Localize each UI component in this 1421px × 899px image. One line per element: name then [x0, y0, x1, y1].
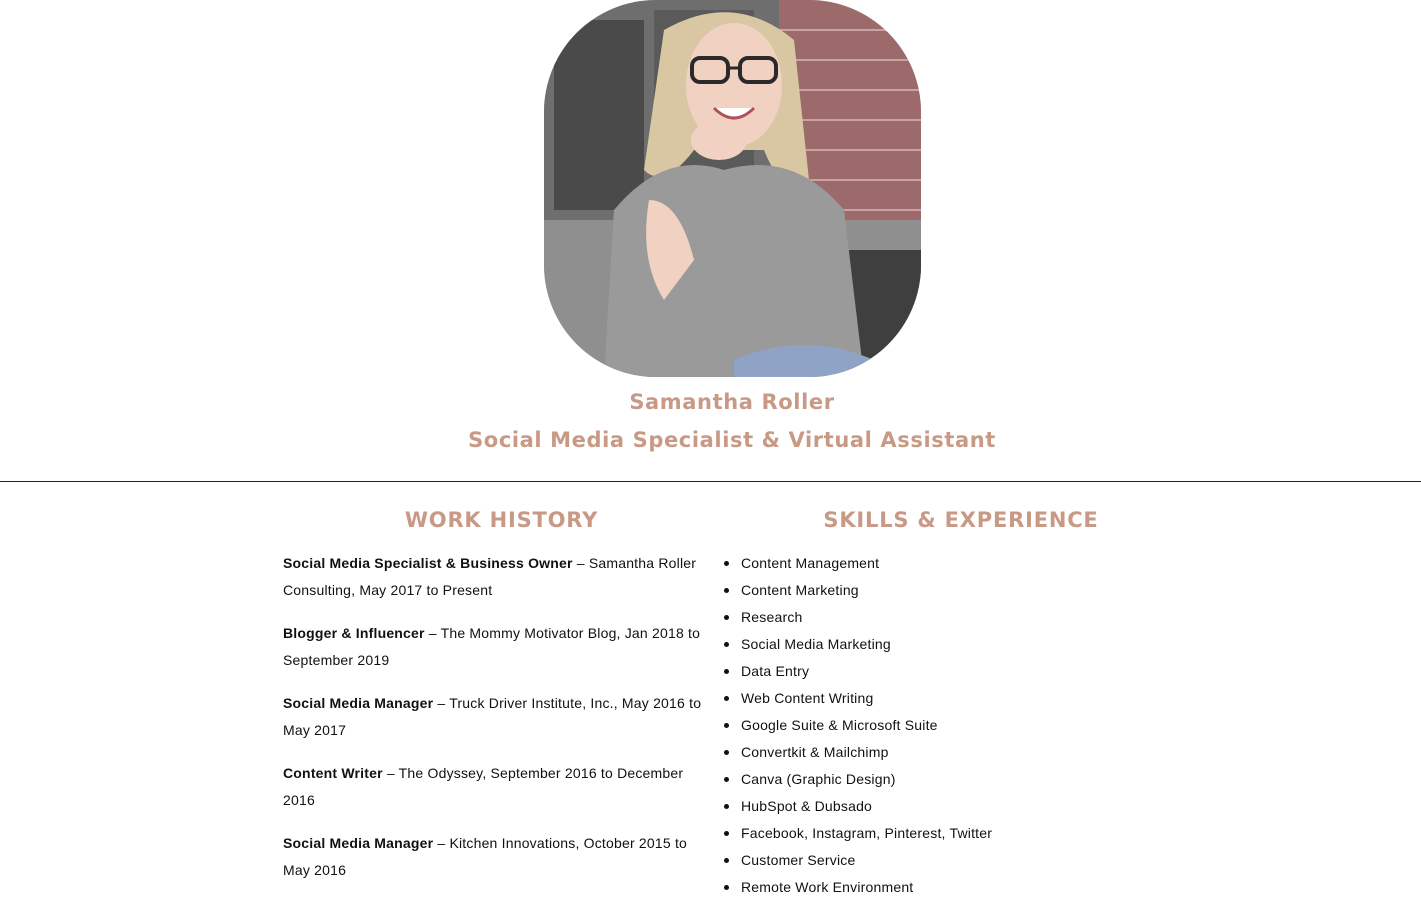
skill-item: Facebook, Instagram, Pinterest, Twitter	[741, 820, 1181, 847]
skill-item: Web Content Writing	[741, 685, 1181, 712]
skill-item: Canva (Graphic Design)	[741, 766, 1181, 793]
work-history-item	[283, 690, 715, 744]
work-history-item	[283, 830, 715, 884]
job-title: Social Media Specialist & Business Owner	[283, 555, 573, 571]
job-detail: – The Odyssey, September 2016 to December 2016	[283, 765, 684, 808]
skill-item: Convertkit & Mailchimp	[741, 739, 1181, 766]
skill-item: HubSpot & Dubsado	[741, 793, 1181, 820]
skill-item: Content Marketing	[741, 577, 1181, 604]
profile-photo-image	[544, 0, 921, 377]
job-detail: – Samantha Roller Consulting, May 2017 to Present	[283, 555, 697, 598]
job-detail: – Truck Driver Institute, Inc., May 2016 to May 2017	[283, 695, 702, 738]
work-history-item	[283, 550, 715, 604]
job-title: Blogger & Influencer	[283, 625, 425, 641]
profile-name: Samantha Roller	[629, 390, 835, 414]
skill-item: Social Media Marketing	[741, 631, 1181, 658]
job-detail: – Kitchen Innovations, October 2015 to May 2016	[283, 835, 688, 878]
work-history-item	[283, 620, 715, 674]
work-history-list	[283, 550, 715, 899]
skill-item: Remote Work Environment	[741, 874, 1181, 899]
skill-item: Customer Service	[741, 847, 1181, 874]
work-history-item	[283, 760, 715, 814]
profile-photo	[544, 0, 921, 377]
skill-item: Research	[741, 604, 1181, 631]
section-divider	[0, 481, 1421, 482]
profile-role: Social Media Specialist & Virtual Assistant	[468, 428, 996, 452]
skill-item: Content Management	[741, 550, 1181, 577]
job-title: Social Media Manager	[283, 835, 434, 851]
skills-list	[741, 550, 1181, 899]
job-title: Social Media Manager	[283, 695, 434, 711]
skills-title: SKILLS & EXPERIENCE	[823, 508, 1099, 532]
skill-item: Google Suite & Microsoft Suite	[741, 712, 1181, 739]
skill-item: Data Entry	[741, 658, 1181, 685]
work-history-title: WORK HISTORY	[404, 508, 599, 532]
job-detail: – The Mommy Motivator Blog, Jan 2018 to September 2019	[283, 625, 701, 668]
job-title: Content Writer	[283, 765, 383, 781]
